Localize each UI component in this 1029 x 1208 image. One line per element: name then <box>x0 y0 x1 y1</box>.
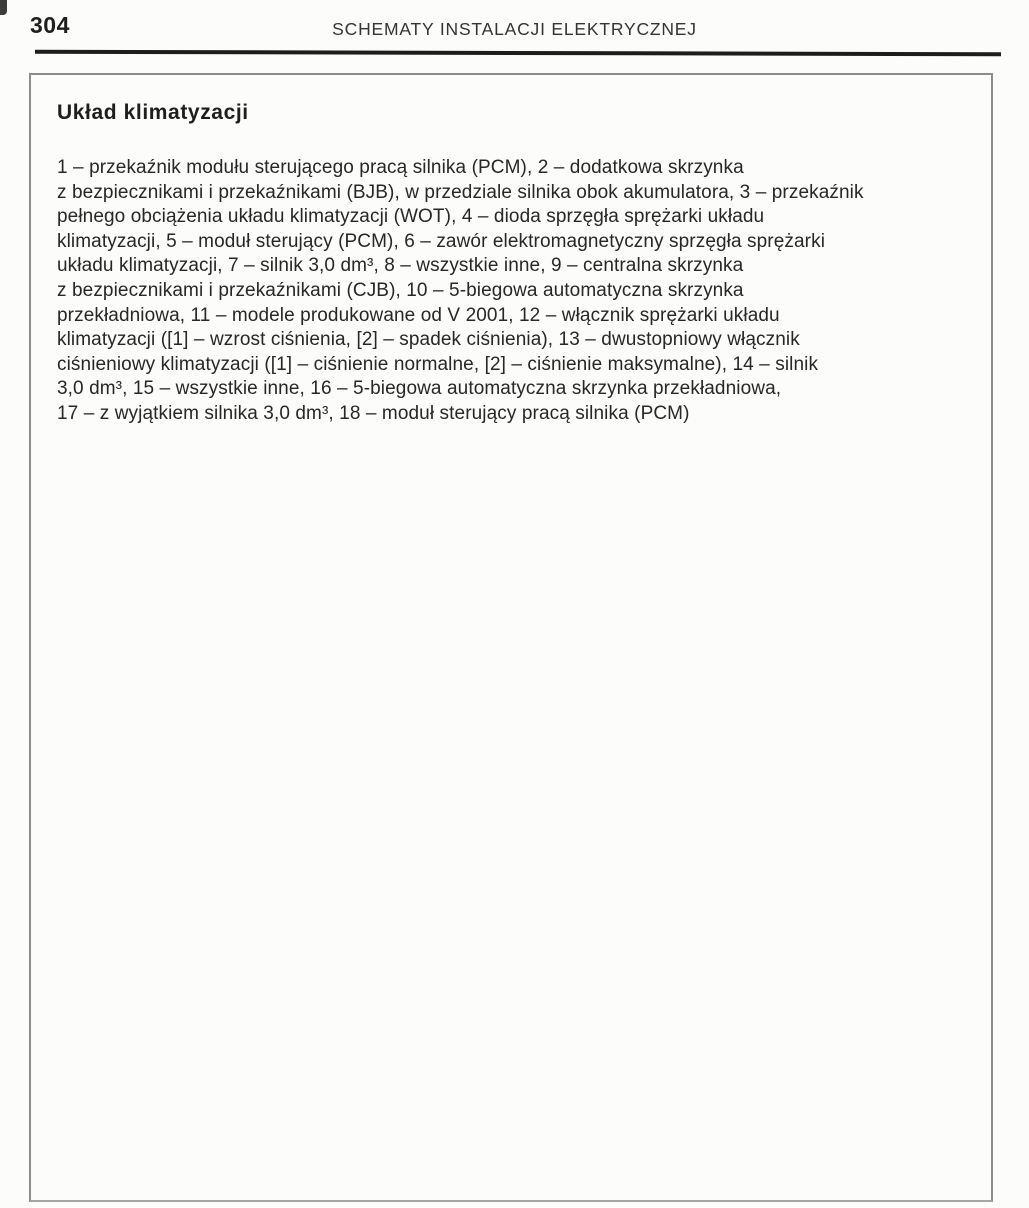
content-box <box>29 73 993 1202</box>
page-number: 304 <box>30 12 70 38</box>
legend-line-3: pełnego obciążenia układu klimatyzacji (WOT), 4 – dioda sprzęgła sprężarki układu <box>57 206 765 228</box>
legend-line-4: klimatyzacji, 5 – moduł sterujący (PCM), 6 – zawór elektromagnetyczny sprzęgła sprężarki <box>57 230 826 252</box>
legend-line-11: 17 – z wyjątkiem silnika 3,0 dm³, 18 – moduł sterujący pracą silnika (PCM) <box>57 402 690 424</box>
header-rule <box>35 50 1001 57</box>
legend-paragraph <box>57 156 963 427</box>
legend-line-1: 1 – przekaźnik modułu sterującego pracą silnika (PCM), 2 – dodatkowa skrzynka <box>57 157 744 178</box>
legend-line-8: klimatyzacji ([1] – wzrost ciśnienia, [2] – spadek ciśnienia), 13 – dwustopniowy włącznik <box>57 329 800 351</box>
scan-corner-artifact <box>0 0 7 15</box>
legend-line-7: przekładniowa, 11 – modele produkowane od V 2001, 12 – włącznik sprężarki układu <box>57 304 780 326</box>
section-title: Układ klimatyzacji <box>57 101 249 124</box>
legend-line-2: z bezpiecznikami i przekaźnikami (BJB), w przedziale silnika obok akumulatora, 3 – przekaźnik <box>57 181 864 203</box>
running-header-title: SCHEMATY INSTALACJI ELEKTRYCZNEJ <box>332 19 697 39</box>
legend-line-10: 3,0 dm³, 15 – wszystkie inne, 16 – 5-biegowa automatyczna skrzynka przekładniowa, <box>57 378 782 400</box>
legend-line-5: układu klimatyzacji, 7 – silnik 3,0 dm³, 8 – wszystkie inne, 9 – centralna skrzynka <box>57 255 744 277</box>
legend-line-9: ciśnieniowy klimatyzacji ([1] – ciśnienie normalne, [2] – ciśnienie maksymalne), 14 – silnik <box>57 353 819 375</box>
legend-line-6: z bezpiecznikami i przekaźnikami (CJB), 10 – 5-biegowa automatyczna skrzynka <box>57 279 744 301</box>
